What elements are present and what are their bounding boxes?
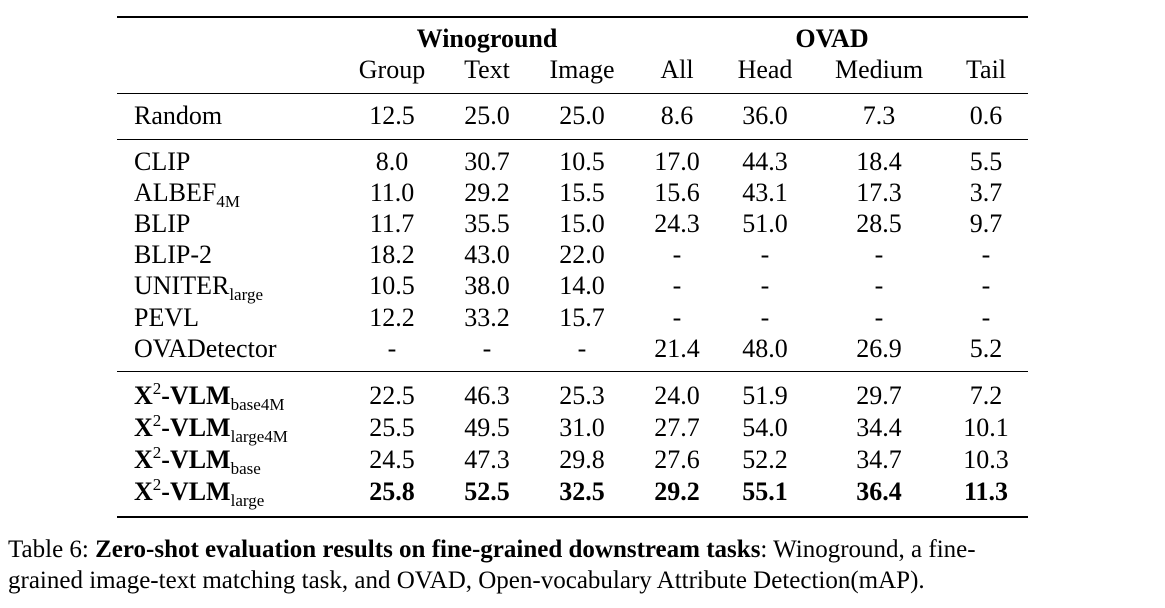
row-label-blip-2 [134, 239, 212, 270]
model-subscript: large [230, 491, 265, 510]
row-x2-vlm-base-cell-medium: 34.7 [856, 445, 902, 474]
row-x2-vlm-base4M-cell-tail: 7.2 [969, 381, 1003, 410]
model-subscript: base4M [230, 395, 285, 414]
row-x2-vlm-base-cell-all: 27.6 [654, 445, 700, 474]
row-x2-vlm-large-cell-medium: 36.4 [856, 477, 902, 506]
row-label-clip [134, 146, 190, 177]
table-top-rule [117, 16, 1028, 18]
caption-line2: grained image-text matching task, and OVAD, Open-vocabulary Attribute Detection(mAP). [8, 567, 925, 594]
model-superscript: 2 [152, 443, 162, 462]
row-x2-vlm-large4M-cell-head: 54.0 [742, 413, 788, 442]
column-header-group: Group [358, 55, 426, 84]
row-x2-vlm-large4M-cell-image: 31.0 [559, 413, 605, 442]
caption-rest-line1: : Winoground, a fine- [760, 536, 976, 563]
row-blip-cell-text: 35.5 [464, 209, 510, 238]
row-pevl-cell-all: - [672, 303, 682, 332]
model-name: CLIP [134, 147, 191, 176]
model-name: BLIP [134, 209, 191, 238]
row-blip-2-cell-text: 43.0 [464, 240, 510, 269]
row-clip-cell-medium: 18.4 [856, 147, 902, 176]
row-blip-2-cell-tail: - [981, 240, 991, 269]
row-blip-2-cell-all: - [672, 240, 682, 269]
row-clip-cell-group: 8.0 [375, 147, 409, 176]
model-name: BLIP-2 [134, 240, 212, 269]
row-random-cell-head: 36.0 [742, 101, 788, 130]
row-albef-cell-tail: 3.7 [969, 178, 1003, 207]
baselines-bottom-rule [117, 371, 1028, 372]
row-x2-vlm-large4M-cell-text: 49.5 [464, 413, 510, 442]
row-blip-cell-medium: 28.5 [856, 209, 902, 238]
model-name-base: X [134, 445, 153, 474]
model-name: UNITER [134, 271, 230, 300]
group-header-winoground: Winoground [416, 24, 558, 53]
row-uniter-cell-image: 14.0 [559, 271, 605, 300]
model-name-base: X [134, 477, 153, 506]
row-random-cell-image: 25.0 [559, 101, 605, 130]
row-x2-vlm-large4M-cell-group: 25.5 [369, 413, 415, 442]
row-ovadetector-cell-image: - [577, 334, 587, 363]
row-clip-cell-all: 17.0 [654, 147, 700, 176]
table-bottom-rule [117, 516, 1028, 518]
model-name: PEVL [134, 303, 199, 332]
model-subscript: large4M [230, 427, 288, 446]
random-bottom-rule [117, 139, 1028, 140]
model-name-base: X [134, 413, 153, 442]
row-x2-vlm-base4M-cell-head: 51.9 [742, 381, 788, 410]
row-clip-cell-text: 30.7 [464, 147, 510, 176]
row-clip-cell-image: 10.5 [559, 147, 605, 176]
row-random-cell-medium: 7.3 [862, 101, 896, 130]
row-random-cell-tail: 0.6 [969, 101, 1003, 130]
row-ovadetector-cell-all: 21.4 [654, 334, 700, 363]
row-x2-vlm-base-cell-image: 29.8 [559, 445, 605, 474]
row-label-pevl [134, 302, 199, 333]
row-label-x2-vlm-large [134, 475, 265, 510]
row-x2-vlm-base4M-cell-text: 46.3 [464, 381, 510, 410]
row-albef-cell-head: 43.1 [742, 178, 788, 207]
model-name: -VLM [161, 477, 231, 506]
column-header-tail: Tail [965, 55, 1007, 84]
row-x2-vlm-large-cell-image: 32.5 [559, 477, 605, 506]
row-label-random: Random [134, 101, 223, 130]
row-label-x2-vlm-base [134, 443, 261, 478]
row-pevl-cell-medium: - [874, 303, 884, 332]
row-random-cell-all: 8.6 [660, 101, 694, 130]
row-x2-vlm-large-cell-all: 29.2 [654, 477, 700, 506]
row-ovadetector-cell-head: 48.0 [742, 334, 788, 363]
row-ovadetector-cell-group: - [387, 334, 397, 363]
row-albef-cell-image: 15.5 [559, 178, 605, 207]
row-pevl-cell-image: 15.7 [559, 303, 605, 332]
row-albef-cell-all: 15.6 [654, 178, 700, 207]
column-header-all: All [660, 55, 694, 84]
row-pevl-cell-tail: - [981, 303, 991, 332]
row-label-x2-vlm-base4M [134, 379, 285, 414]
model-name: -VLM [161, 381, 231, 410]
row-blip-cell-all: 24.3 [654, 209, 700, 238]
row-x2-vlm-large-cell-tail: 11.3 [963, 477, 1009, 506]
row-blip-2-cell-medium: - [874, 240, 884, 269]
row-x2-vlm-base-cell-group: 24.5 [369, 445, 415, 474]
row-x2-vlm-large4M-cell-all: 27.7 [654, 413, 700, 442]
model-superscript: 2 [152, 475, 162, 494]
row-pevl-cell-group: 12.2 [369, 303, 415, 332]
row-x2-vlm-base4M-cell-medium: 29.7 [856, 381, 902, 410]
row-x2-vlm-large4M-cell-medium: 34.4 [856, 413, 902, 442]
row-x2-vlm-base-cell-text: 47.3 [464, 445, 510, 474]
row-x2-vlm-large-cell-text: 52.5 [464, 477, 510, 506]
caption-label: Table 6: [8, 536, 89, 563]
row-uniter-cell-head: - [760, 271, 770, 300]
row-label-ovadetector [134, 333, 276, 364]
row-blip-cell-head: 51.0 [742, 209, 788, 238]
model-name: -VLM [161, 413, 231, 442]
row-blip-cell-image: 15.0 [559, 209, 605, 238]
row-uniter-cell-all: - [672, 271, 682, 300]
row-pevl-cell-head: - [760, 303, 770, 332]
row-uniter-cell-tail: - [981, 271, 991, 300]
row-x2-vlm-base4M-cell-image: 25.3 [559, 381, 605, 410]
row-label-albef [134, 177, 240, 211]
caption-title: Zero-shot evaluation results on fine-grained downstream tasks [95, 536, 761, 563]
row-albef-cell-text: 29.2 [464, 178, 510, 207]
column-header-text: Text [464, 55, 510, 84]
column-header-medium: Medium [834, 55, 924, 84]
model-name: -VLM [161, 445, 231, 474]
row-blip-cell-tail: 9.7 [969, 209, 1003, 238]
row-blip-2-cell-image: 22.0 [559, 240, 605, 269]
row-random-cell-group: 12.5 [369, 101, 415, 130]
row-x2-vlm-large-cell-group: 25.8 [369, 477, 415, 506]
row-x2-vlm-base4M-cell-group: 22.5 [369, 381, 415, 410]
model-superscript: 2 [152, 411, 162, 430]
row-label-blip [134, 208, 190, 239]
row-x2-vlm-large4M-cell-tail: 10.1 [963, 413, 1009, 442]
model-superscript: 2 [152, 379, 162, 398]
group-header-ovad: OVAD [795, 24, 869, 53]
row-uniter-cell-medium: - [874, 271, 884, 300]
model-name: OVADetector [134, 334, 277, 363]
row-ovadetector-cell-tail: 5.2 [969, 334, 1003, 363]
row-albef-cell-medium: 17.3 [856, 178, 902, 207]
column-header-head: Head [737, 55, 793, 84]
row-random-cell-text: 25.0 [464, 101, 510, 130]
row-ovadetector-cell-medium: 26.9 [856, 334, 902, 363]
row-blip-2-cell-group: 18.2 [369, 240, 415, 269]
row-x2-vlm-base-cell-tail: 10.3 [963, 445, 1009, 474]
table-caption [8, 534, 1158, 596]
row-blip-cell-group: 11.7 [369, 209, 415, 238]
header-bottom-rule [117, 93, 1028, 94]
row-uniter-cell-group: 10.5 [369, 271, 415, 300]
row-uniter-cell-text: 38.0 [464, 271, 510, 300]
row-x2-vlm-base-cell-head: 52.2 [742, 445, 788, 474]
row-blip-2-cell-head: - [760, 240, 770, 269]
row-x2-vlm-base4M-cell-all: 24.0 [654, 381, 700, 410]
row-clip-cell-tail: 5.5 [969, 147, 1003, 176]
model-subscript: base [230, 459, 261, 478]
row-label-x2-vlm-large4M [134, 411, 288, 446]
model-subscript: large [229, 285, 263, 304]
column-header-image: Image [549, 55, 615, 84]
row-ovadetector-cell-text: - [482, 334, 492, 363]
row-pevl-cell-text: 33.2 [464, 303, 510, 332]
row-albef-cell-group: 11.0 [369, 178, 415, 207]
model-name: ALBEF [134, 178, 217, 207]
model-subscript: 4M [216, 192, 240, 211]
row-label-uniter [134, 270, 263, 304]
row-clip-cell-head: 44.3 [742, 147, 788, 176]
row-x2-vlm-large-cell-head: 55.1 [742, 477, 788, 506]
model-name-base: X [134, 381, 153, 410]
